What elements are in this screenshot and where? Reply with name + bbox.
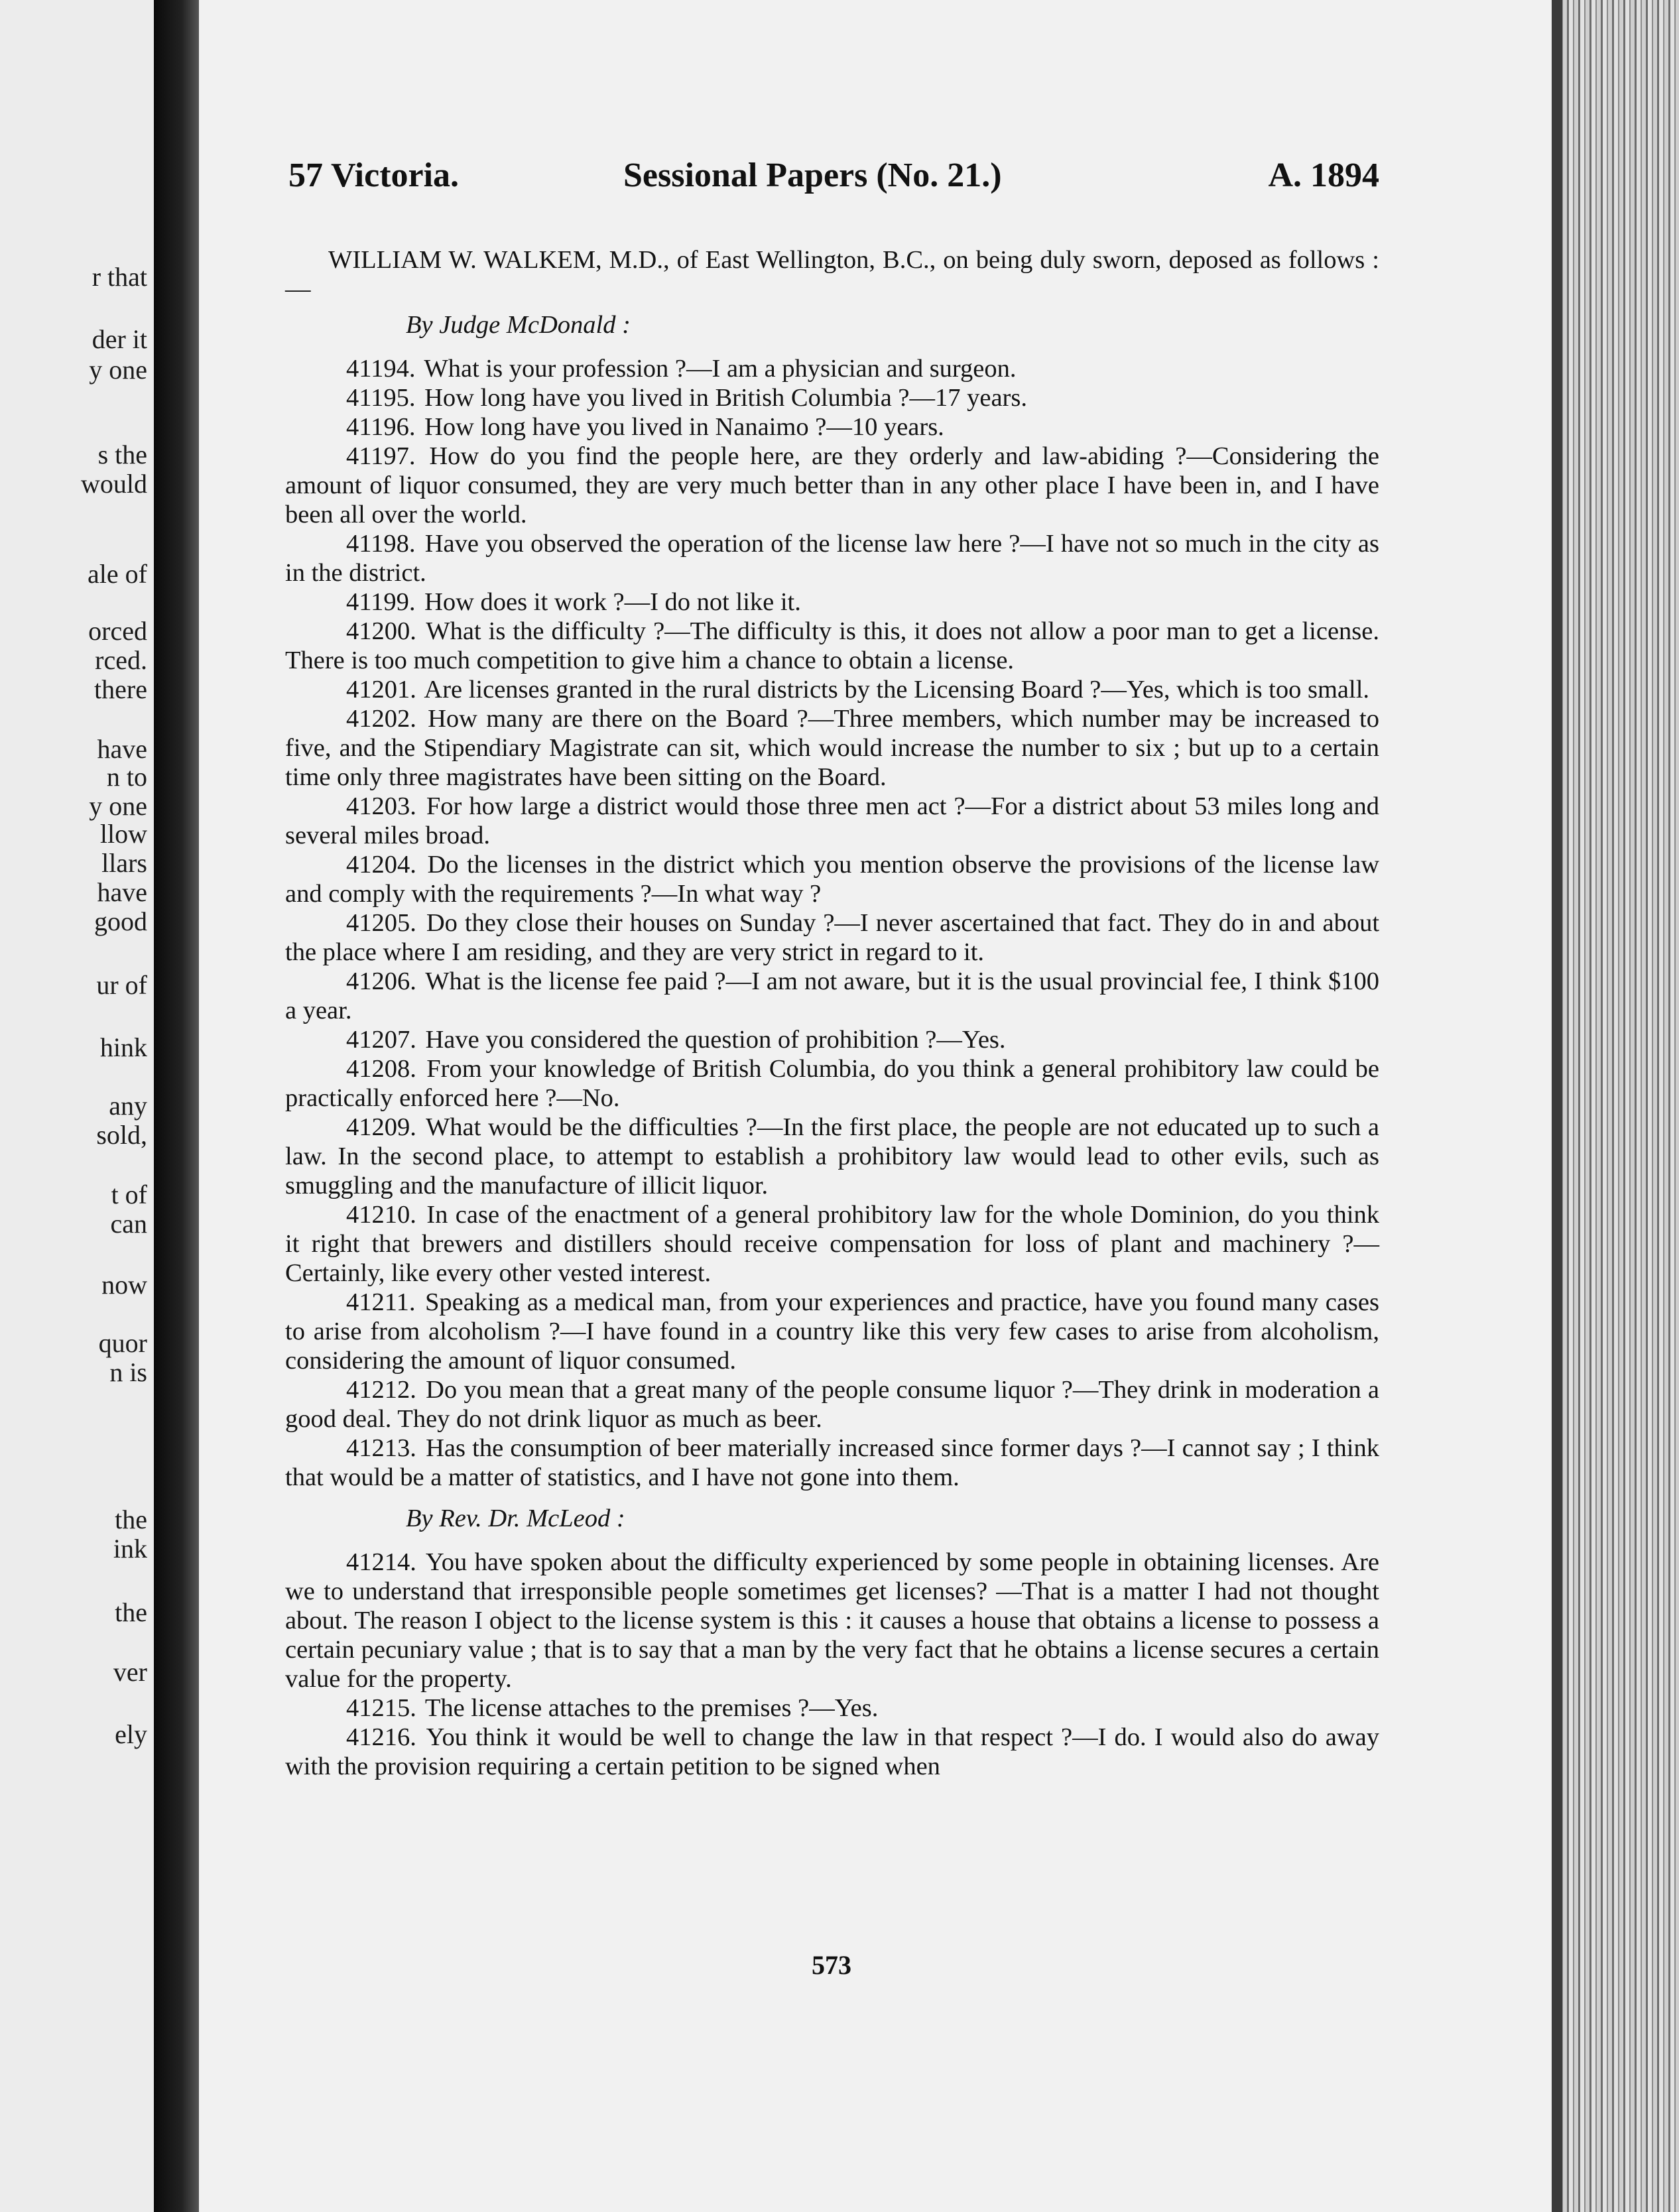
- question-number: 41203.: [346, 792, 416, 820]
- facing-page-text-fragment: ur of: [96, 970, 147, 1000]
- question-text: You have spoken about the difficulty experienced by some people in obtaining licenses. Are we to understand that irresponsible people sometimes get licenses? —That is a matter I had not thought about. The reason I object to the license system is this : it causes a house that obtains a license to possess a certain pecuniary value ; that is to say that a man by the very fact that he obtains a license secures a certain value for the property.: [285, 1548, 1379, 1693]
- question-number: 41204.: [346, 851, 416, 879]
- question-number: 41215.: [346, 1694, 416, 1722]
- facing-page-text-fragment: would: [81, 469, 147, 499]
- facing-page-text-fragment: ale of: [88, 559, 147, 589]
- facing-page-text-fragment: now: [101, 1270, 147, 1300]
- facing-page-text-fragment: hink: [99, 1032, 147, 1062]
- question-text: Have you observed the operation of the license law here ?—I have not so much in the city as in the district.: [285, 530, 1379, 587]
- question-number: 41212.: [346, 1376, 416, 1404]
- facing-page-text-fragment: s the: [97, 440, 147, 469]
- facing-page-text-fragment: have: [97, 877, 147, 907]
- question-answer-paragraph: [285, 1288, 1379, 1375]
- question-number: 41216.: [346, 1723, 416, 1751]
- question-answer-paragraph: [285, 1375, 1379, 1434]
- question-number: 41214.: [346, 1548, 416, 1576]
- question-number: 41197.: [346, 442, 416, 470]
- question-answer-paragraph: [285, 908, 1379, 967]
- question-answer-paragraph: [285, 383, 1379, 412]
- question-text: How long have you lived in Nanaimo ?—10 years.: [424, 413, 944, 441]
- question-text: What is the difficulty ?—The difficulty is this, it does not allow a poor man to get a license. There is too much competition to give him a chance to obtain a license.: [285, 617, 1379, 674]
- question-answer-paragraph: [285, 704, 1379, 792]
- question-number: 41201.: [346, 676, 416, 704]
- facing-page-text-fragment: llars: [101, 848, 147, 878]
- facing-page-text-fragment: r that: [92, 262, 147, 292]
- question-answer-paragraph: [285, 529, 1379, 587]
- facing-page-text-fragment: der it: [92, 324, 147, 354]
- facing-page-text-fragment: n to: [106, 762, 147, 792]
- question-answer-paragraph: [285, 850, 1379, 908]
- question-answer-paragraph: [285, 792, 1379, 850]
- question-text: Do they close their houses on Sunday ?—I never ascertained that fact. They do in and about the place where I am residing, and they are very strict in regard to it.: [285, 909, 1380, 966]
- question-number: 41199.: [346, 588, 416, 616]
- facing-page-text-fragment: good: [94, 906, 147, 936]
- page-edge-shadow: [1552, 0, 1562, 2212]
- question-text: Have you considered the question of prohibition ?—Yes.: [425, 1026, 1006, 1054]
- question-answer-paragraph: [285, 354, 1379, 383]
- question-answer-paragraph: [285, 967, 1379, 1025]
- question-answer-paragraph: [285, 442, 1379, 529]
- examiner-heading-judge: By Judge McDonald :: [406, 311, 631, 339]
- header-title: Sessional Papers (No. 21.): [623, 156, 1002, 194]
- facing-page: [0, 0, 154, 2212]
- witness-intro: WILLIAM W. WALKEM, M.D., of East Wellington, B.C., on being duly sworn, deposed as follows :—: [285, 246, 1379, 303]
- question-answer-paragraph: [285, 1200, 1379, 1288]
- question-list-rev: [285, 1548, 1379, 1781]
- question-text: How long have you lived in British Columbia ?—17 years.: [424, 384, 1027, 412]
- page-number: 573: [812, 1950, 851, 1980]
- question-number: 41207.: [346, 1026, 416, 1054]
- header-year: A. 1894: [1268, 156, 1379, 194]
- question-text: From your knowledge of British Columbia, do you think a general prohibitory law could be practically enforced here ?—No.: [285, 1055, 1379, 1112]
- question-number: 41202.: [346, 705, 416, 733]
- question-answer-paragraph: [285, 1693, 1379, 1723]
- question-text: What is your profession ?—I am a physician and surgeon.: [424, 355, 1017, 383]
- facing-page-text-fragment: the: [115, 1505, 147, 1534]
- facing-page-text-fragment: ink: [113, 1534, 147, 1564]
- facing-page-text-fragment: t of: [111, 1180, 147, 1209]
- question-answer-paragraph: [285, 1113, 1379, 1200]
- question-text: How many are there on the Board ?—Three members, which number may be increased to five, and the Stipendiary Magistrate can sit, which would increase the number to six ; but up to a certain time only three magistrates have been sitting on the Board.: [285, 705, 1380, 791]
- facing-page-text-fragment: ely: [115, 1719, 147, 1749]
- facing-page-text-fragment: sold,: [96, 1120, 147, 1150]
- question-text: How does it work ?—I do not like it.: [424, 588, 801, 616]
- document-body: [285, 245, 1379, 1781]
- question-answer-paragraph: [285, 1025, 1379, 1054]
- facing-page-text-fragment: y one: [89, 355, 147, 385]
- question-text: Are licenses granted in the rural districts by the Licensing Board ?—Yes, which is too small.: [424, 676, 1370, 704]
- running-header: [288, 156, 1379, 202]
- question-text: You think it would be well to change the law in that respect ?—I do. I would also do away with the provision requiring a certain petition to be signed when: [285, 1723, 1379, 1780]
- facing-page-text-fragment: orced: [88, 616, 147, 646]
- book-gutter: [154, 0, 200, 2212]
- examiner-heading-rev: By Rev. Dr. McLeod :: [406, 1505, 625, 1532]
- facing-page-text-fragment: n is: [109, 1357, 147, 1387]
- question-answer-paragraph: [285, 1548, 1379, 1693]
- question-text: Has the consumption of beer materially increased since former days ?—I cannot say ; I think that would be a matter of statistics, and I have not gone into them.: [285, 1434, 1380, 1491]
- question-text: Do the licenses in the district which you mention observe the provisions of the license law and comply with the requirements ?—In what way ?: [285, 851, 1379, 908]
- question-answer-paragraph: [285, 587, 1379, 617]
- question-text: What is the license fee paid ?—I am not aware, but it is the usual provincial fee, I think $100 a year.: [285, 967, 1379, 1024]
- question-text: What would be the difficulties ?—In the first place, the people are not educated up to such a law. In the second place, to attempt to establish a prohibitory law would lead to other evils, such as smuggling and the manufacture of illicit liquor.: [285, 1113, 1379, 1199]
- facing-page-text-fragment: any: [109, 1091, 147, 1121]
- question-answer-paragraph: [285, 617, 1379, 675]
- question-list-judge: [285, 354, 1379, 1492]
- facing-page-text-fragment: have: [97, 734, 147, 764]
- facing-page-text-fragment: there: [94, 674, 147, 704]
- question-answer-paragraph: [285, 675, 1379, 704]
- question-number: 41213.: [346, 1434, 416, 1462]
- question-number: 41208.: [346, 1055, 416, 1083]
- question-text: Speaking as a medical man, from your experiences and practice, have you found many cases to arise from alcoholism ?—I have found in a country like this very few cases to arise from alcoholism, considering the amount of liquor consumed.: [285, 1288, 1379, 1375]
- question-answer-paragraph: [285, 1434, 1379, 1492]
- facing-page-text-fragment: ver: [113, 1657, 147, 1687]
- question-text: How do you find the people here, are they orderly and law-abiding ?—Considering the amount of liquor consumed, they are very much better than in any other place I have been in, and I have been all over the world.: [285, 442, 1379, 528]
- question-number: 41198.: [346, 530, 416, 558]
- question-number: 41195.: [346, 384, 416, 412]
- question-answer-paragraph: [285, 1723, 1379, 1781]
- question-number: 41200.: [346, 617, 416, 645]
- question-answer-paragraph: [285, 412, 1379, 442]
- question-answer-paragraph: [285, 1054, 1379, 1113]
- question-number: 41209.: [346, 1113, 416, 1141]
- question-number: 41205.: [346, 909, 416, 937]
- question-text: For how large a district would those three men act ?—For a district about 53 miles long and several miles broad.: [285, 792, 1379, 849]
- page-edges: [1552, 0, 1679, 2212]
- question-number: 41211.: [346, 1288, 416, 1316]
- header-volume: 57 Victoria.: [288, 156, 460, 194]
- facing-page-text-fragment: llow: [99, 819, 147, 849]
- question-text: The license attaches to the premises ?—Yes.: [424, 1694, 879, 1722]
- facing-page-text-fragment: can: [110, 1209, 147, 1239]
- question-number: 41210.: [346, 1201, 416, 1229]
- question-number: 41196.: [346, 413, 416, 441]
- facing-page-text-fragment: y one: [89, 791, 147, 821]
- question-text: In case of the enactment of a general prohibitory law for the whole Dominion, do you think it right that brewers and distillers should receive compensation for loss of plant and machinery ?—Certainly, like every other vested interest.: [285, 1201, 1379, 1287]
- question-number: 41194.: [346, 355, 416, 383]
- question-text: Do you mean that a great many of the people consume liquor ?—They drink in moderation a good deal. They do not drink liquor as much as beer.: [285, 1376, 1380, 1433]
- question-number: 41206.: [346, 967, 416, 995]
- facing-page-text-fragment: rced.: [95, 645, 147, 675]
- facing-page-text-fragment: quor: [98, 1328, 147, 1358]
- facing-page-text-fragment: the: [115, 1597, 147, 1627]
